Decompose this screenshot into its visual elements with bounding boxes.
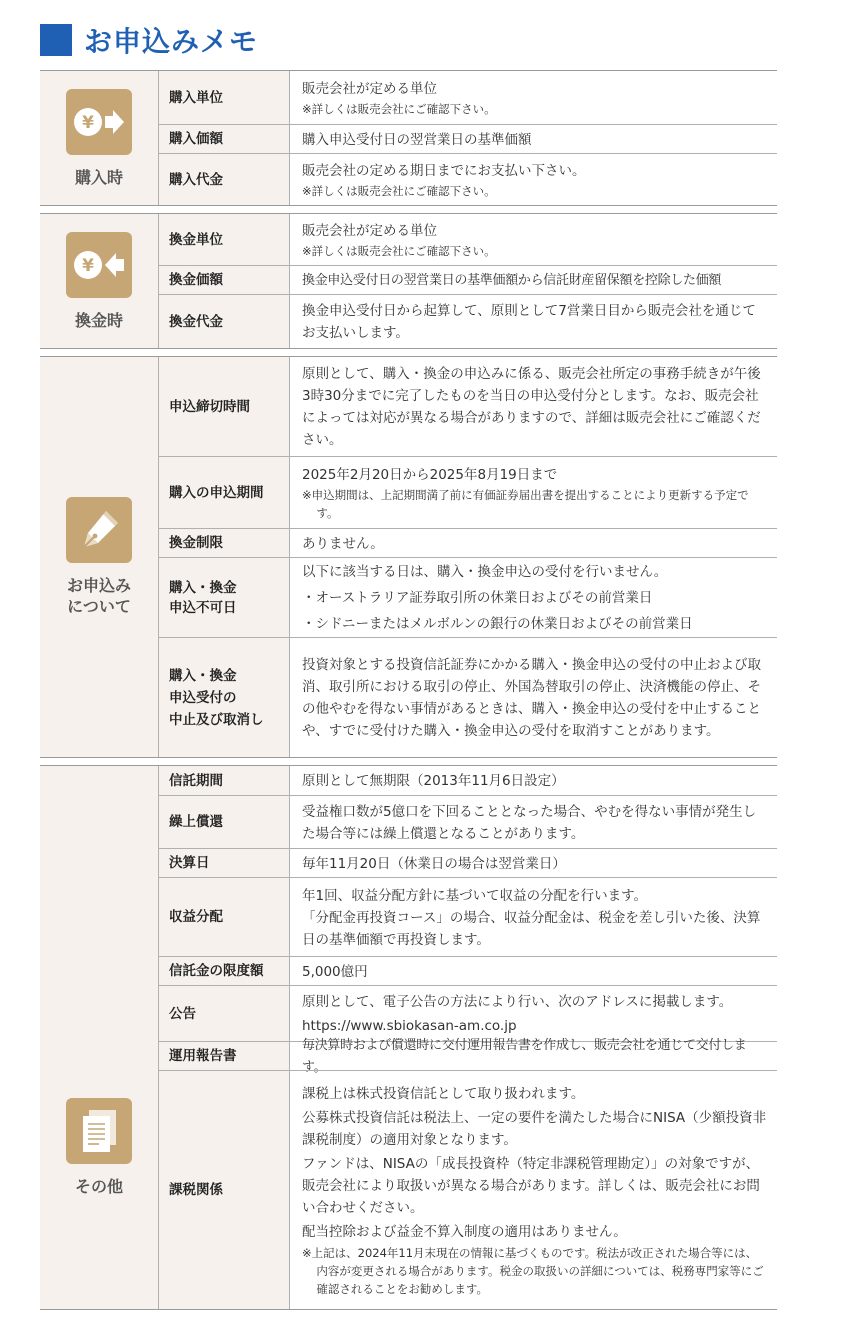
row-label: 購入の申込期間 (159, 457, 290, 528)
row-label: 換金制限 (159, 529, 290, 557)
table-row (159, 557, 777, 637)
row-label-line: 購入・換金 (169, 667, 237, 684)
value-note: ※詳しくは販売会社にご確認下さい。 (302, 184, 496, 198)
row-label-line: 購入・換金 (169, 579, 237, 596)
row-label-line: 申込受付の (169, 689, 237, 706)
row-label: 決算日 (159, 849, 290, 877)
table-row (159, 956, 777, 985)
table-row (159, 985, 777, 1041)
row-label: 換金代金 (159, 295, 290, 348)
value-text: 換金申込受付日の翌営業日の基準価額から信託財産留保額を控除した価額 (302, 272, 722, 288)
value-text: 配当控除および益金不算入制度の適用はありません。 (302, 1224, 627, 1240)
table-row (159, 1070, 777, 1309)
value-text: 以下に該当する日は、購入・換金申込の受付を行いません。 (302, 564, 668, 580)
value-text: 投資対象とする投資信託証券にかかる購入・換金申込の受付の中止および取消、取引所における取引の停止、外国為替取引の停止、決済機能の停止、その他やむを得ない事情があるときは、購入・換金申込の受付を中止することや、すでに受付けた購入・換金申込の受付を取消すことがあります。 (302, 657, 761, 739)
section-purchase (40, 70, 777, 206)
table-row (159, 456, 777, 528)
table-row (159, 71, 777, 124)
section-application (40, 356, 777, 758)
row-value (290, 1037, 777, 1075)
row-value (290, 266, 777, 294)
table-row (159, 637, 777, 757)
yen-arrow-out-icon (66, 232, 132, 298)
value-text: 年1回、収益分配方針に基づいて収益の分配を行います。 (302, 887, 648, 904)
row-label: 公告 (159, 986, 290, 1041)
value-text: 課税上は株式投資信託として取り扱われます。 (302, 1086, 585, 1102)
value-text: 販売会社の定める期日までにお支払い下さい。 (302, 163, 586, 179)
row-label-line: 申込不可日 (169, 599, 237, 616)
row-value (290, 295, 777, 348)
row-value (290, 457, 777, 528)
row-value (290, 558, 777, 637)
svg-text:¥: ¥ (82, 255, 94, 276)
value-text: 換金申込受付日から起算して、原則として7営業日目から販売会社を通じてお支払いします。 (302, 303, 756, 341)
row-label: 換金単位 (159, 214, 290, 265)
yen-arrow-in-icon (66, 89, 132, 155)
value-text: 「分配金再投資コース」の場合、収益分配金は、税金を差し引いた後、決算日の基準価額で再投資します。 (302, 909, 761, 948)
category-redemption (40, 214, 159, 348)
row-label: 信託期間 (159, 766, 290, 795)
value-text: 原則として、電子公告の方法により行い、次のアドレスに掲載します。 (302, 994, 733, 1010)
row-label: 運用報告書 (159, 1042, 290, 1070)
value-text: 販売会社が定める単位 (302, 223, 437, 239)
category-purchase (40, 71, 159, 205)
category-label: その他 (74, 1177, 123, 1196)
row-value (290, 71, 777, 124)
value-text: ありません。 (302, 535, 384, 552)
row-value (290, 125, 777, 153)
value-text: ファンドは、NISAの「成長投資枠（特定非課税管理勘定）」の対象ですが、販売会社により取扱いが異なる場合があります。詳しくは、販売会社にお問い合わせください。 (302, 1156, 760, 1216)
title-square-icon (40, 24, 72, 56)
row-value (290, 1071, 777, 1309)
page-title (40, 22, 258, 58)
table-row (159, 848, 777, 877)
row-value (290, 796, 777, 848)
table-row (159, 294, 777, 348)
value-note: ※申込期間は、上記期間満了前に有価証券届出書を提出することにより更新する予定です。 (302, 488, 749, 520)
row-value (290, 957, 777, 985)
value-text: 毎年11月20日（休業日の場合は翌営業日） (302, 855, 566, 872)
row-label (159, 638, 290, 757)
row-label: 購入価額 (159, 125, 290, 153)
table-row (159, 265, 777, 294)
category-other (40, 766, 159, 1309)
value-note: ※上記は、2024年11月末現在の情報に基づくものです。税法が改正された場合等には、内容が変更される場合があります。税金の取扱いの詳細については、税務専門家等にご確認されることをお勧めします。 (302, 1246, 764, 1296)
row-label: 収益分配 (159, 878, 290, 956)
table-row (159, 766, 777, 795)
value-note: ※詳しくは販売会社にご確認下さい。 (302, 102, 496, 116)
row-value (290, 986, 777, 1041)
row-label: 購入代金 (159, 154, 290, 205)
value-url: https://www.sbiokasan-am.co.jp (302, 1018, 517, 1034)
table-row (159, 357, 777, 456)
row-value (290, 357, 777, 456)
document-icon (66, 1098, 132, 1164)
svg-text:¥: ¥ (82, 112, 94, 133)
table-row (159, 214, 777, 265)
value-list-item: ・オーストラリア証券取引所の休業日およびその前営業日 (302, 590, 653, 606)
table-row (159, 124, 777, 153)
value-text: 毎決算時および償還時に交付運用報告書を作成し、販売会社を通じて交付します。 (302, 1037, 747, 1075)
table-row (159, 877, 777, 956)
value-text: 5,000億円 (302, 963, 368, 980)
row-label: 課税関係 (159, 1071, 290, 1309)
row-label-line: 中止及び取消し (169, 711, 264, 728)
row-value (290, 638, 777, 757)
row-value (290, 766, 777, 795)
section-other (40, 765, 777, 1310)
value-text: 購入申込受付日の翌営業日の基準価額 (302, 131, 532, 148)
row-value (290, 878, 777, 956)
value-note: ※詳しくは販売会社にご確認下さい。 (302, 244, 496, 258)
table-row (159, 153, 777, 205)
row-value (290, 214, 777, 265)
row-label: 信託金の限度額 (159, 957, 290, 985)
row-label (159, 558, 290, 637)
category-label: 購入時 (74, 167, 123, 187)
page-title-text: お申込みメモ (84, 25, 259, 58)
category-label-line: について (67, 597, 131, 616)
category-label-line: お申込み (66, 576, 131, 595)
value-text: 受益権口数が5億口を下回ることとなった場合、やむを得ない事情が発生した場合等には繰上償還となることがあります。 (302, 803, 757, 842)
category-label: 換金時 (74, 310, 123, 330)
value-text: 原則として無期限（2013年11月6日設定） (302, 773, 565, 789)
row-label: 申込締切時間 (159, 357, 290, 456)
row-label: 繰上償還 (159, 796, 290, 848)
table-row (159, 1037, 777, 1075)
row-label: 購入単位 (159, 71, 290, 124)
row-value (290, 154, 777, 205)
value-text: 販売会社が定める単位 (302, 81, 437, 97)
table-row (159, 795, 777, 848)
row-value (290, 529, 777, 557)
category-application (40, 357, 159, 757)
value-text: 原則として、購入・換金の申込みに係る、販売会社所定の事務手続きが午後3時30分までに完了したものを当日の申込受付分とします。なお、販売会社によっては対応が異なる場合がありますので、詳細は販売会社にご確認ください。 (302, 366, 761, 448)
category-label (67, 575, 131, 617)
value-text: 2025年2月20日から2025年8月19日まで (302, 467, 558, 483)
table-row (159, 528, 777, 557)
row-label: 換金価額 (159, 266, 290, 294)
row-value (290, 849, 777, 877)
value-text: 公募株式投資信託は税法上、一定の要件を満たした場合にNISA（少額投資非課税制度）の適用対象となります。 (302, 1110, 767, 1148)
fountain-pen-icon (66, 497, 132, 563)
value-list-item: ・シドニーまたはメルボルンの銀行の休業日およびその前営業日 (302, 616, 693, 632)
section-redemption (40, 213, 777, 349)
